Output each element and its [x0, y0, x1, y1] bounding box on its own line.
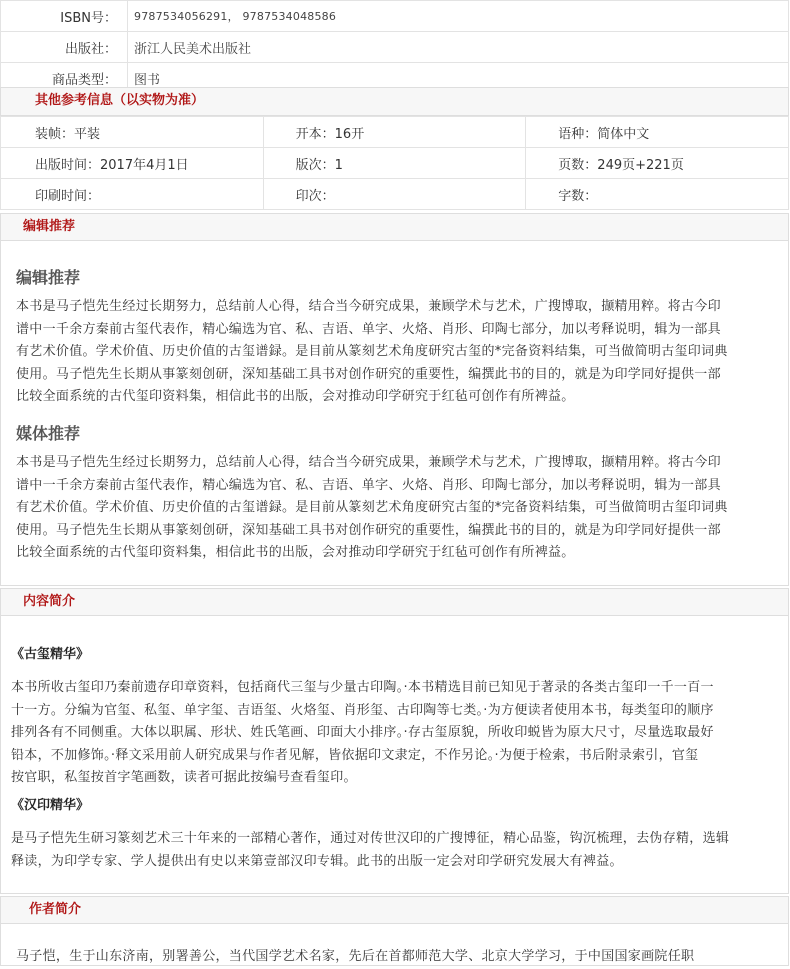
text-line: 使用。马子恺先生长期从事篆刻创研，深知基础工具书对创作研究的重要性，编撰此书的目的，就是为印学同好提供一部	[16, 522, 721, 538]
info-label: 出版社：	[1, 32, 128, 63]
text-line: 本书是马子恺先生经过长期努力，总结前人心得，结合当今研究成果，兼顾学术与艺术，广搜博取，撷精用粹。将古今印	[16, 299, 721, 314]
text-line: 十一方。分编为官玺、私玺、单字玺、吉语玺、火烙玺、肖形玺、古印陶等七类。·为方便读者使用本书，每类玺印的顺序	[11, 702, 714, 718]
editor-rec-subtitle: 编辑推荐	[16, 268, 81, 287]
other-info-grid	[0, 116, 789, 210]
editor-rec-header	[0, 213, 789, 241]
text-line: 按官职，私玺按首字笔画数，读者可据此按编号查看玺印。	[11, 770, 357, 785]
text-line: 铅本，不加修饰。·释文采用前人研究成果与作者见解，皆依据印文隶定，不作另论。·为便于检索，书后附录索引，官玺	[11, 747, 699, 763]
text-line: 有艺术价值。学术价值、历史价值的古玺谱録。是目前从篆刻艺术角度研究古玺的*完备资料结集，可当做简明古玺印词典	[16, 344, 728, 359]
author-intro-title: 作者简介	[29, 902, 82, 917]
content-intro-title: 内容简介	[23, 594, 76, 609]
text-line: 本书是马子恺先生经过长期努力，总结前人心得，结合当今研究成果，兼顾学术与艺术，广搜博取，撷精用粹。将古今印	[16, 455, 721, 470]
grid-cell-pages: 页数：249页+221页	[526, 148, 789, 179]
editor-rec-title: 编辑推荐	[23, 219, 76, 234]
info-value: 图书	[128, 63, 789, 94]
other-info-title: 其他参考信息（以实物为准）	[35, 93, 205, 108]
grid-cell-printdate: 印刷时间：	[1, 179, 264, 210]
grid-cell-printing: 印次：	[263, 179, 526, 210]
grid-cell-pubdate: 出版时间：2017年4月1日	[1, 148, 264, 179]
info-label: 商品类型：	[1, 63, 128, 94]
grid-row	[1, 117, 789, 148]
info-row-publisher	[1, 32, 789, 63]
product-info-table	[0, 0, 789, 94]
text-line: 是马子恺先生研习篆刻艺术三十年来的一部精心著作，通过对传世汉印的广搜博征，精心品鉴，钩沉梳理，去伪存精，选辑	[11, 831, 730, 846]
book2-title: 《汉印精华》	[11, 798, 90, 813]
text-line: 释读，为印学专家、学人提供出有史以来第壹部汉印专辑。此书的出版一定会对印学研究发展大有裨益。	[11, 853, 623, 869]
text-line: 比较全面系统的古代玺印资料集，相信此书的出版，会对推动印学研究于红毡可创作有所裨益。	[16, 389, 575, 404]
author-intro-text: 马子恺，生于山东济南，别署善公，当代国学艺术名家，先后在首都师范大学、北京大学学习，于中国国家画院任职	[16, 949, 695, 964]
text-line: 排列各有不同侧重。大体以职属、形状、姓氏笔画、印面大小排序。·存古玺原貌，所收印蜕皆为原大尺寸，尽量选取最好	[11, 725, 714, 740]
editor-rec-paragraph	[16, 296, 776, 409]
info-row-isbn	[1, 1, 789, 32]
grid-cell-language: 语种：简体中文	[526, 117, 789, 148]
info-value: 浙江人民美术出版社	[128, 32, 789, 63]
text-line: 本书所收古玺印乃秦前遗存印章资料，包括商代三玺与少量古印陶。·本书精选目前已知见于著录的各类古玺印一千一百一	[11, 680, 714, 695]
media-rec-subtitle: 媒体推荐	[16, 424, 81, 443]
info-label: ISBN号：	[1, 1, 128, 32]
other-info-header	[0, 87, 789, 116]
book1-paragraph	[11, 677, 781, 790]
grid-cell-edition: 版次：1	[263, 148, 526, 179]
text-line: 谱中一千余方秦前古玺代表作，精心编选为官、私、吉语、单字、火烙、肖形、印陶七部分，加以考释说明，辑为一部具	[16, 321, 721, 337]
text-line: 使用。马子恺先生长期从事篆刻创研，深知基础工具书对创作研究的重要性，编撰此书的目的，就是为印学同好提供一部	[16, 366, 721, 382]
grid-cell-format: 开本：16开	[263, 117, 526, 148]
content-intro-header	[0, 588, 789, 616]
grid-cell-binding: 装帧：平装	[1, 117, 264, 148]
text-line: 比较全面系统的古代玺印资料集，相信此书的出版，会对推动印学研究于红毡可创作有所裨益。	[16, 545, 575, 560]
text-line: 谱中一千余方秦前古玺代表作，精心编选为官、私、吉语、单字、火烙、肖形、印陶七部分，加以考释说明，辑为一部具	[16, 477, 721, 493]
book1-title: 《古玺精华》	[11, 647, 90, 662]
media-rec-paragraph	[16, 452, 776, 565]
grid-row	[1, 148, 789, 179]
info-value: 9787534056291， 9787534048586	[128, 1, 789, 32]
text-line: 有艺术价值。学术价值、历史价值的古玺谱録。是目前从篆刻艺术角度研究古玺的*完备资料结集，可当做简明古玺印词典	[16, 500, 728, 515]
grid-row	[1, 179, 789, 210]
book2-paragraph	[11, 828, 781, 873]
author-intro-header	[0, 896, 789, 924]
grid-cell-wordcount: 字数：	[526, 179, 789, 210]
